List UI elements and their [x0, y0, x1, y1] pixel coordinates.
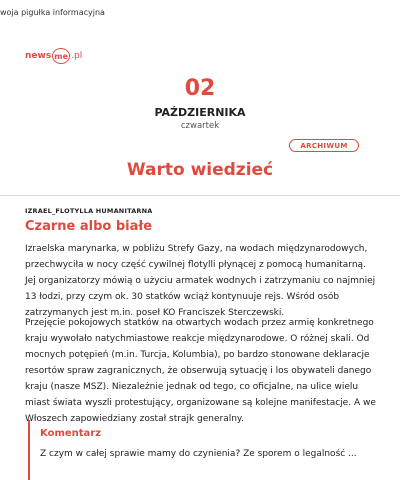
- comment-text: Z czym w całej sprawie mamy do czynienia? Ze sporem o legalność ...: [40, 449, 357, 459]
- archive-button[interactable]: ARCHIWUM: [289, 139, 359, 152]
- article-paragraph-2: Przejęcie pokojowych statków na otwartych wodach przez armię konkretnego kraju wywołało natychmiastowe reakcje międzynarodowe. O różnej skali. Od mocnych potępień (m.in. Turcja, Kolumbia), po bardzo stonowane deklaracje resortów spraw zagranicznych, że obserwują sytuację i los obywateli danego kraju (nasze MSZ). Niezależnie jednak od tego, co oficjalne, na ulice wielu miast świata wyszli protestujący, organizowane są kolejne manifestacje. A we Włoszech zapowiedziany został strajk generalny.: [25, 318, 376, 424]
- date-month: PAŹDZIERNIKA: [154, 106, 246, 119]
- article-title: Czarne albo białe: [25, 219, 153, 234]
- logo-tld-text: .pl: [71, 51, 83, 61]
- date-day-number: 02: [184, 76, 216, 101]
- article-tag: IZRAEL_FLOTYLLA HUMANITARNA: [25, 207, 153, 215]
- logo-news-text: news: [25, 51, 52, 61]
- newsme-logo[interactable]: [25, 48, 82, 64]
- comment-box: [28, 420, 390, 480]
- article-paragraph-1: Izraelska marynarka, w pobliżu Strefy Gazy, na wodach międzynarodowych, przechwyciła w nocy część cywilnej flotylli płynącej z pomocą humanitarną. Jej organizatorzy mówią o użyciu armatek wodnych i zatrzymaniu co najmniej 13 łodzi, przy czym ok. 30 statków wciąż kontynuuje rejs. Wśród osób zatrzymanych jest m.in. poseł KO Franciszek Sterczewski.: [25, 244, 376, 318]
- header-tagline: woja pigułka informacyjna: [0, 8, 105, 17]
- date-weekday: czwartek: [180, 121, 220, 131]
- comment-title: Komentarz: [40, 428, 102, 439]
- section-divider: [0, 195, 400, 196]
- section-title: Warto wiedzieć: [126, 160, 274, 180]
- logo-me-circle: me: [52, 48, 70, 64]
